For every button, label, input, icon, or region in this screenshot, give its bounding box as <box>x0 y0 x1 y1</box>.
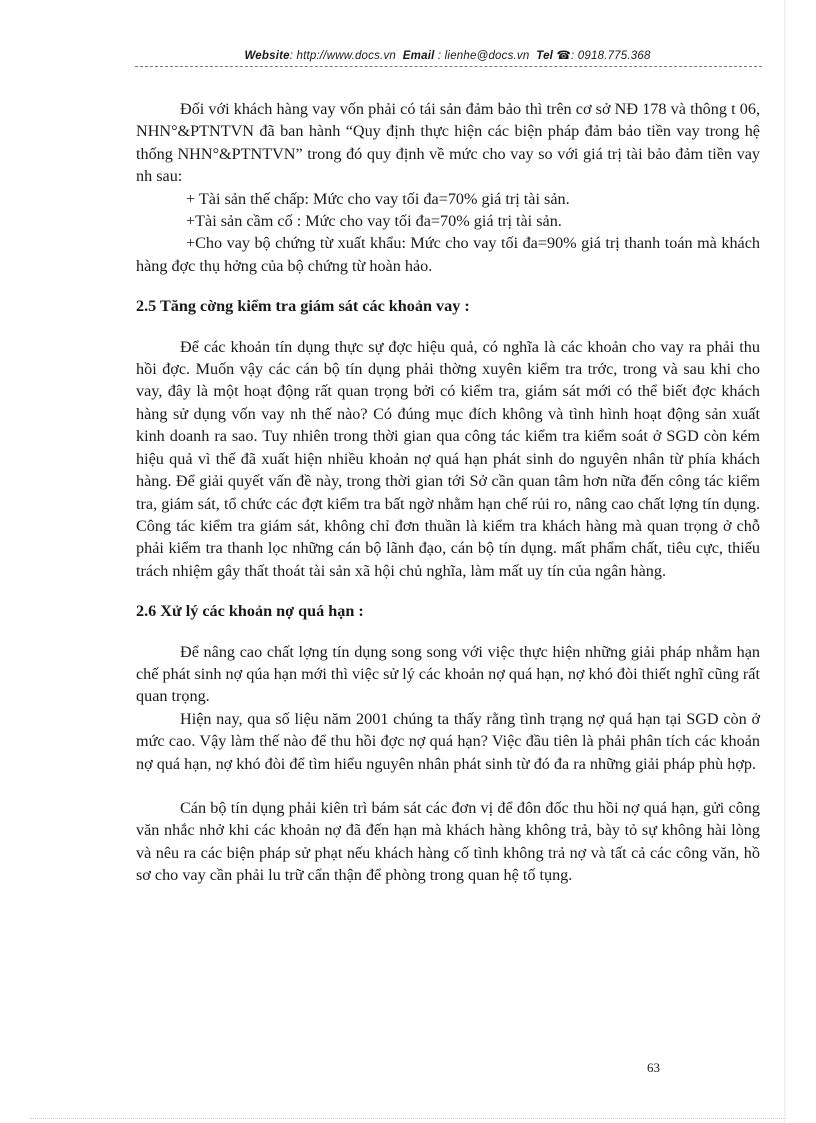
tel-label: Tel <box>536 50 554 62</box>
phone-icon: ☎ <box>556 50 572 62</box>
tel-value: : 0918.775.368 <box>571 50 651 62</box>
bullet-mortgage: + Tài sản thế chấp: Mức cho vay tối đa=70% giá trị tài sản. <box>186 189 570 208</box>
document-body <box>136 98 760 887</box>
paragraph-gap <box>136 775 760 797</box>
paragraph-collateral-intro: Đối với khách hàng vay vốn phải có tái sản đảm bảo thì trên cơ sở NĐ 178 và thông t 06, NHN°&PTNTVN đã ban hành “Quy định thực hiện các biện pháp đảm bảo tiền vay trong hệ thống NHN°&PTNTVN” trong đó quy định về mức cho vay so với giá trị tài bảo đảm tiền vay nh sau: <box>136 100 760 186</box>
email-label: Email <box>402 50 435 62</box>
bullet-export-docs: +Cho vay bộ chứng từ xuất khẩu: Mức cho vay tối đa=90% giá trị thanh toán mà khách hàng đợc thụ hởng của bộ chứng từ hoàn hảo. <box>136 234 760 275</box>
section-heading-2-5: 2.5 Tăng cờng kiểm tra giám sát các khoản vay : <box>136 297 470 316</box>
paragraph-credit-quality: Để nâng cao chất lợng tín dụng song song với việc thực hiện những giải pháp nhằm hạn chế phát sinh nợ qúa hạn mới thì việc sử lý các khoản nợ quá hạn, nợ khó đòi thiết nghĩ cũng rất quan trọng. <box>136 642 760 706</box>
email-value: : lienhe@docs.vn <box>437 50 530 62</box>
header-divider <box>135 66 762 67</box>
bullet-pledge: +Tài sản cầm cố : Mức cho vay tối đa=70% giá trị tài sản. <box>186 212 562 231</box>
paragraph-supervision: Để các khoản tín dụng thực sự đợc hiệu quả, có nghĩa là các khoản cho vay ra phải thu hồi đợc. Muốn vậy các cán bộ tín dụng phải thờng xuyên kiểm tra trớc, trong và sau khi cho vay, đây là một hoạt động rất quan trọng bởi có kiểm tra, giám sát mới có thể biết đợc khách hàng sử dụng vốn vay nh thế nào? Có đúng mục đích không và tình hình hoạt động sản xuất kinh doanh ra sao. Tuy nhiên trong thời gian qua công tác kiểm tra kiểm soát ở SGD còn kém hiệu quả vì thế đã xuất hiện nhiều khoản nợ quá hạn phát sinh do nguyên nhân từ phía khách hàng. Để giải quyết vấn đề này, trong thời gian tới Sở cần quan tâm hơn nữa đến công tác kiểm tra, giám sát, tổ chức các đợt kiểm tra bất ngờ nhằm hạn chế rủi ro, nâng cao chất lợng tín dụng. Công tác kiểm tra giám sát, không chỉ đơn thuần là kiểm tra khách hàng mà quan trọng ở chỗ phải kiểm tra thanh lọc những cán bộ lãnh đạo, cán bộ tín dụng. mất phẩm chất, tiêu cực, thiếu trách nhiệm gây thất thoát tài sản xã hội chủ nghĩa, làm mất uy tín của ngân hàng. <box>136 337 760 580</box>
page-number: 63 <box>647 1060 660 1075</box>
section-heading-2-6: 2.6 Xử lý các khoản nợ quá hạn : <box>136 602 364 621</box>
website-value: : http://www.docs.vn <box>289 50 396 62</box>
page-header <box>135 48 760 62</box>
bottom-divider <box>30 1118 786 1119</box>
website-label: Website <box>244 50 290 62</box>
paragraph-overdue-status: Hiện nay, qua số liệu năm 2001 chúng ta thấy rằng tình trạng nợ quá hạn tại SGD còn ở mức cao. Vậy làm thế nào để thu hồi đợc nợ quá hạn? Việc đầu tiên là phải phân tích các khoản nợ quá hạn, nợ khó đòi để tìm hiểu nguyên nhân phát sinh từ đó đa ra những giải pháp phù hợp. <box>136 709 760 773</box>
right-divider <box>784 0 785 1123</box>
paragraph-debt-collection: Cán bộ tín dụng phải kiên trì bám sát các đơn vị để đôn đốc thu hồi nợ quá hạn, gửi công văn nhắc nhở khi các khoản nợ đã đến hạn mà khách hàng không trả, bày tỏ sự không hài lòng và nêu ra các biện pháp sử phạt nếu khách hàng cố tình không trả nợ và tất cả các công văn, hồ sơ cho vay cần phải lu trữ cẩn thận để phòng trong quan hệ tố tụng. <box>136 798 760 885</box>
